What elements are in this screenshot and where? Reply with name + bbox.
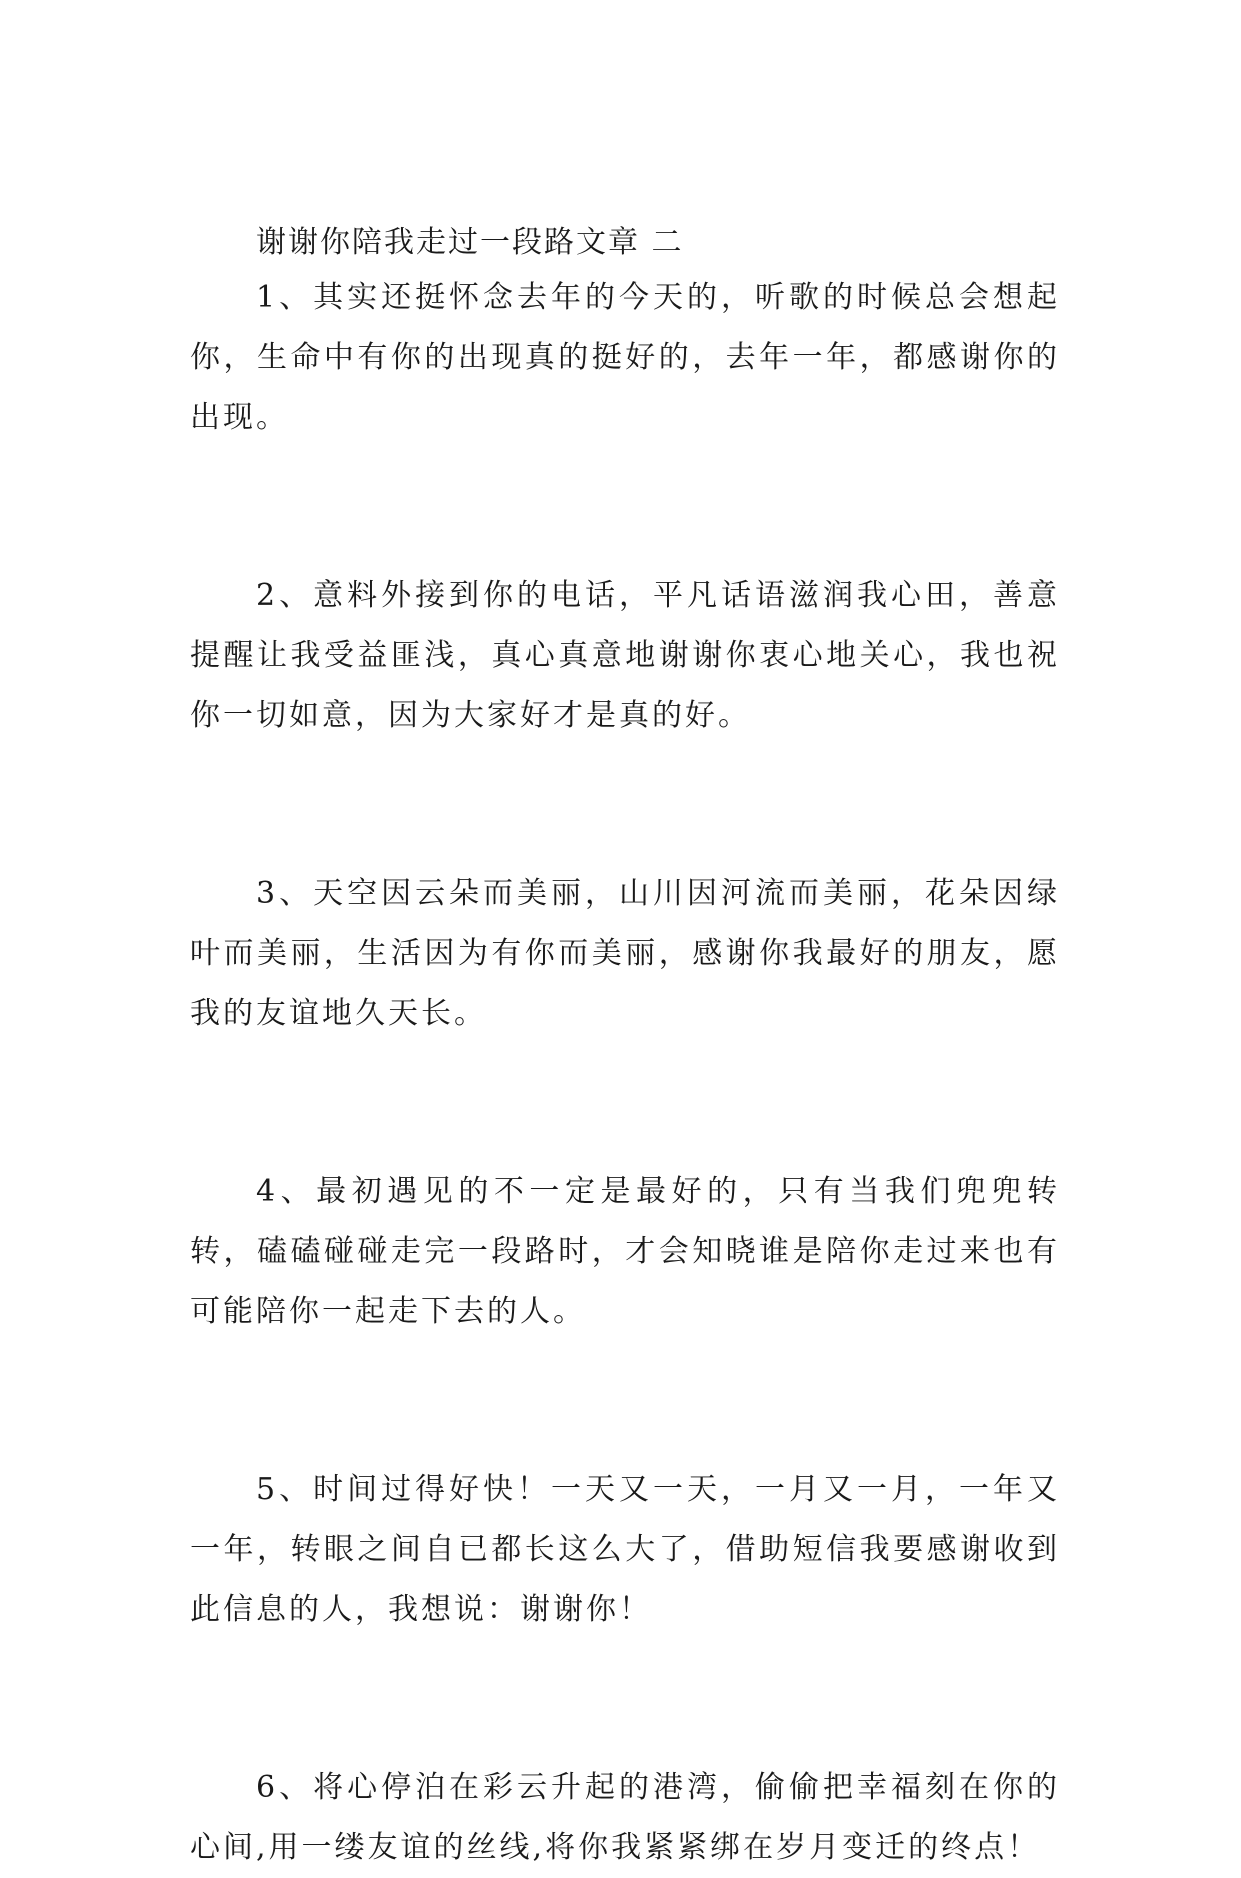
paragraph-6: 6、将心停泊在彩云升起的港湾，偷偷把幸福刻在你的心间,用一缕友谊的丝线,将你我紧紧绑在岁月变迁的终点！ [190, 1770, 1060, 1865]
document-body [190, 218, 1060, 1878]
document-title: 谢谢你陪我走过一段路文章 二 [256, 225, 684, 260]
paragraph-2: 2、意料外接到你的电话，平凡话语滋润我心田，善意提醒让我受益匪浅，真心真意地谢谢你衷心地关心，我也祝你一切如意，因为大家好才是真的好。 [190, 578, 1060, 733]
paragraph-5: 5、时间过得好快！一天又一天，一月又一月，一年又一年，转眼之间自已都长这么大了，借助短信我要感谢收到此信息的人，我想说：谢谢你！ [190, 1472, 1060, 1627]
paragraph-3: 3、天空因云朵而美丽，山川因河流而美丽，花朵因绿叶而美丽，生活因为有你而美丽，感谢你我最好的朋友，愿我的友谊地久天长。 [190, 876, 1060, 1031]
paragraph-1: 1、其实还挺怀念去年的今天的，听歌的时候总会想起你，生命中有你的出现真的挺好的，去年一年，都感谢你的出现。 [190, 280, 1060, 435]
paragraph-4: 4、最初遇见的不一定是最好的，只有当我们兜兜转转，磕磕碰碰走完一段路时，才会知晓谁是陪你走过来也有可能陪你一起走下去的人。 [190, 1174, 1060, 1329]
